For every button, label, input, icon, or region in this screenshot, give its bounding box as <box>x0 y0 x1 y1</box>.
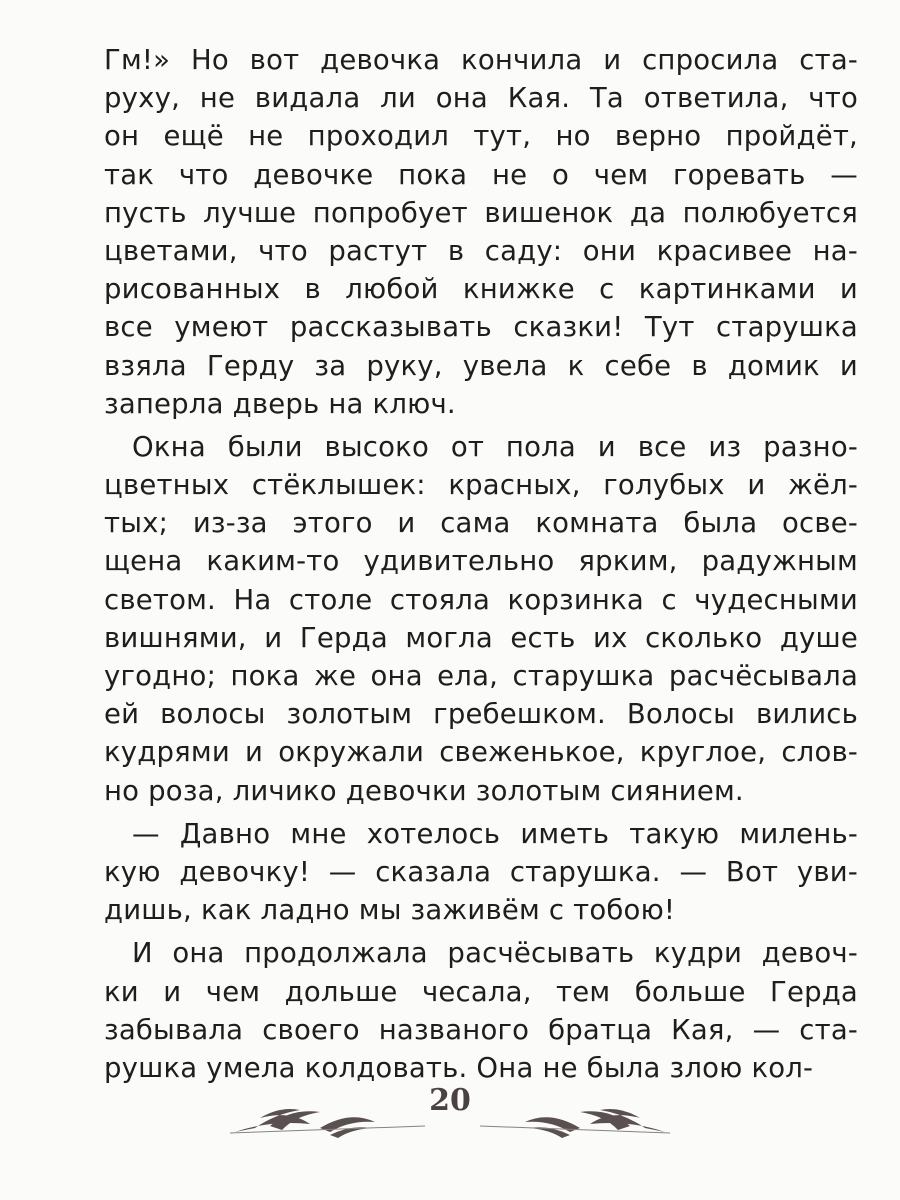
text-line: ей волосы золотым гребешком. Волосы вились <box>104 698 858 731</box>
text-line: заперла дверь на ключ. <box>104 387 456 420</box>
text-line: пусть лучше попробует вишенок да полюбуется <box>104 196 858 229</box>
text-line: цветных стёклышек: красных, голубых и жёл- <box>104 469 858 502</box>
page-text <box>104 41 858 1092</box>
text-line: он ещё не проходил тут, но верно пройдёт, <box>104 120 858 153</box>
text-line: рушка умела колдовать. Она не была злою кол- <box>104 1051 814 1084</box>
text-line: но роза, личико девочки золотым сиянием. <box>104 774 744 807</box>
paragraph <box>104 934 858 1087</box>
text-line: дишь, как ладно мы заживём с тобою! <box>104 894 676 927</box>
text-line: так что девочке пока не о чем горевать — <box>104 158 858 191</box>
text-line: угодно; пока же она ела, старушка расчёсывала <box>104 660 858 692</box>
text-line: Окна были высоко от пола и все из разно- <box>132 430 858 463</box>
text-line: кудрями и окружали свеженькое, круглое, слов- <box>104 736 858 769</box>
text-line: все умеют рассказывать сказки! Тут старушка <box>104 311 858 344</box>
page-number: 20 <box>429 1083 471 1118</box>
text-line: руху, не видала ли она Кая. Та ответила, что <box>104 82 858 115</box>
page-footer <box>200 1080 700 1140</box>
text-line: забывала своего названого братца Кая, — ста- <box>104 1013 858 1046</box>
text-line: взяла Герду за руку, увела к себе в домик и <box>104 349 858 382</box>
text-line: Гм!» Но вот девочка кончила и спросила ста- <box>104 44 858 76</box>
text-line: светом. На столе стояла корзинка с чудесными <box>104 583 858 616</box>
text-line: щена каким-то удивительно ярким, радужным <box>104 545 858 578</box>
paragraph <box>104 428 858 810</box>
text-line: цветами, что растут в саду: они красивее на- <box>104 234 858 267</box>
paragraph <box>104 41 858 423</box>
text-line: — Давно мне хотелось иметь такую милень- <box>132 817 858 850</box>
text-line: вишнями, и Герда могла есть их сколько душе <box>104 621 858 654</box>
paragraph <box>104 815 858 930</box>
text-line: ки и чем дольше чесала, тем больше Герда <box>104 975 858 1008</box>
text-line: И она продолжала расчёсывать кудри девоч- <box>132 937 858 970</box>
text-line: кую девочку! — сказала старушка. — Вот уви- <box>104 855 858 888</box>
text-line: рисованных в любой книжке с картинками и <box>104 273 858 306</box>
text-line: тых; из-за этого и сама комната была осве- <box>104 507 858 540</box>
